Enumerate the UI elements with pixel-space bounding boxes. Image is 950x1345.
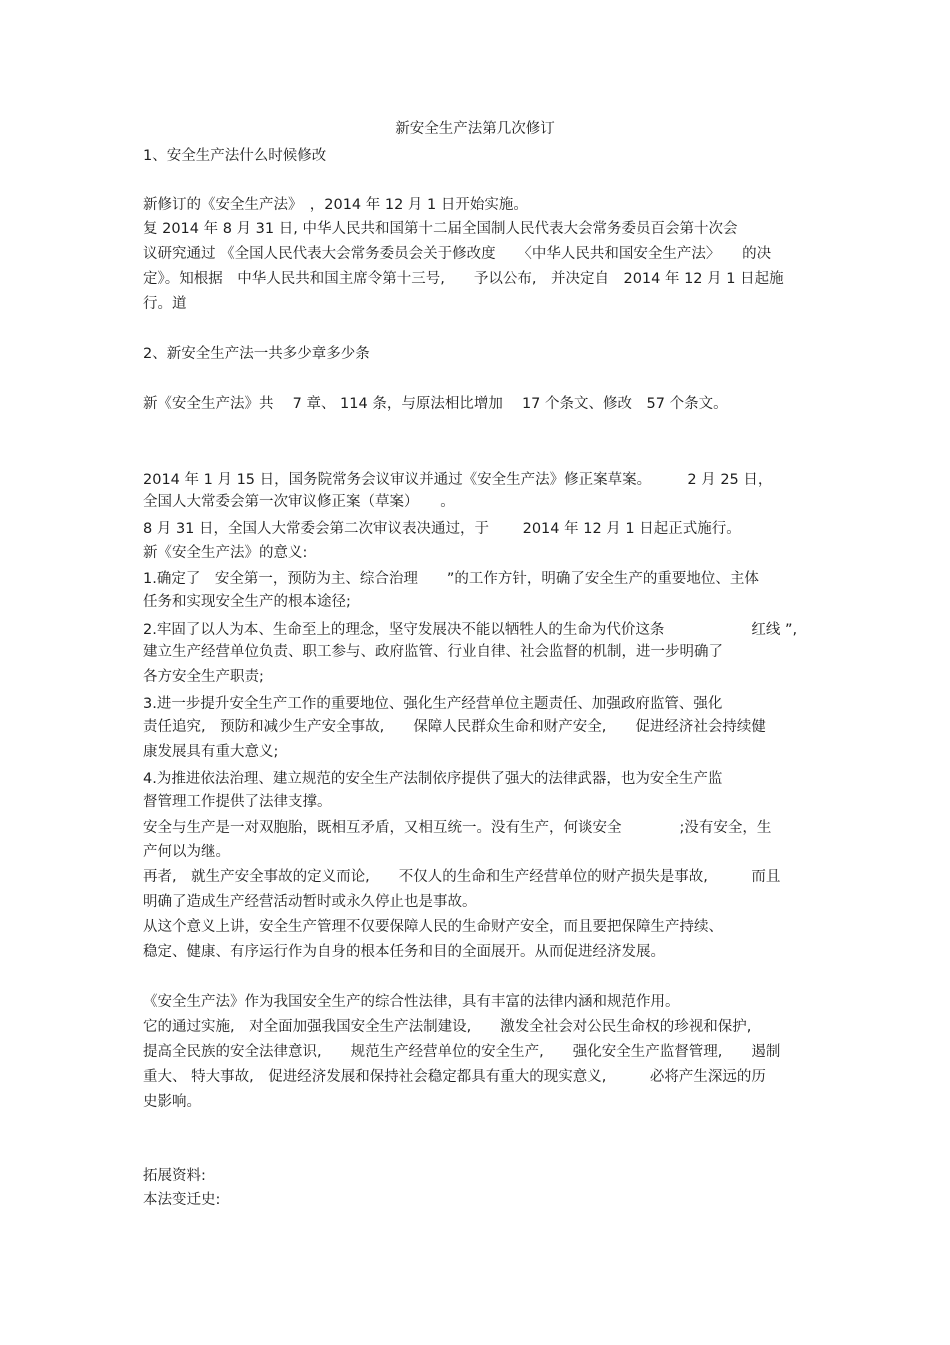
paragraph-line: 责任追究, 预防和减少生产安全事故, 保障人民群众生命和财产安全, 促进经济社会持续健 [143,719,766,735]
paragraph-line: 议研究通过 《全国人民代表大会常务委员会关于修改度 〈中华人民共和国安全生产法〉 的决 [143,246,772,262]
list-item: 1.确定了 安全第一，预防为主、综合治理 ”的工作方针，明确了安全生产的重要地位、主体 [143,571,759,587]
paragraph-line: 它的通过实施, 对全面加强我国安全生产法制建设, 激发全社会对公民生命权的珍视和保护, [143,1019,752,1035]
document-title: 新安全生产法第几次修订 [395,121,555,137]
paragraph-line: 督管理工作提供了法律支撑。 [143,794,332,810]
section-heading: 1、安全生产法什么时候修改 [143,148,327,164]
section-heading: 本法变迁史: [143,1192,221,1208]
paragraph-line: 8 月 31 日，全国人大常委会第二次审议表决通过，于 2014 年 12 月 1 日起正式施行。 [143,521,741,537]
paragraph-line: 重大、 特大事故, 促进经济发展和保持社会稳定都具有重大的现实意义, 必将产生深远的历 [143,1069,766,1085]
paragraph-line: 全国人大常委会第一次审议修正案（草案） 。 [143,494,455,510]
paragraph-line: 安全与生产是一对双胞胎，既相互矛盾，又相互统一。没有生产，何谈安全 ;没有安全，生 [143,820,772,836]
list-item: 2.牢固了以人为本、生命至上的理念，坚守发展决不能以牺牲人的生命为代价这条 红线 ”, [143,622,798,638]
paragraph-line: 新《安全生产法》的意义: [143,545,308,561]
paragraph-line: 新修订的《安全生产法》 ，2014 年 12 月 1 日开始实施。 [143,197,528,213]
paragraph-line: 产何以为继。 [143,844,230,860]
paragraph-line: 建立生产经营单位负责、职工参与、政府监管、行业自律、社会监督的机制，进一步明确了 [143,644,723,660]
paragraph-line: 明确了造成生产经营活动暂时或永久停止也是事故。 [143,894,477,910]
paragraph-line: 复 2014 年 8 月 31 日, 中华人民共和国第十二届全国制人民代表大会常务委员百会第十次会 [143,221,738,237]
paragraph-line: 提高全民族的安全法律意识, 规范生产经营单位的安全生产, 强化安全生产监督管理, 遏制 [143,1044,781,1060]
section-heading: 拓展资料: [143,1168,206,1184]
paragraph-line: 行。道 [143,296,187,312]
paragraph-line: 康发展具有重大意义; [143,744,279,760]
paragraph-line: 再者, 就生产安全事故的定义而论, 不仅人的生命和生产经营单位的财产损失是事故, 而且 [143,869,781,885]
list-item: 3.进一步提升安全生产工作的重要地位、强化生产经营单位主题责任、加强政府监管、强化 [143,696,723,712]
paragraph-line: 史影响。 [143,1094,201,1110]
paragraph-line: 任务和实现安全生产的根本途径; [143,594,351,610]
paragraph-line: 新《安全生产法》共 7 章、 114 条，与原法相比增加 17 个条文、修改 57 个条文。 [143,396,728,412]
paragraph-line: 稳定、健康、有序运行作为自身的根本任务和目的全面展开。从而促进经济发展。 [143,944,665,960]
paragraph-line: 从这个意义上讲，安全生产管理不仅要保障人民的生命财产安全，而且要把保障生产持续、 [143,919,723,935]
section-heading: 2、新安全生产法一共多少章多少条 [143,346,370,362]
paragraph-line: 《安全生产法》作为我国安全生产的综合性法律，具有丰富的法律内涵和规范作用。 [143,994,680,1010]
paragraph-line: 定》。知根据 中华人民共和国主席令第十三号, 予以公布, 并决定自 2014 年 12 月 1 日起施 [143,271,784,287]
list-item: 4.为推进依法治理、建立规范的安全生产法制依序提供了强大的法律武器，也为安全生产监 [143,771,723,787]
paragraph-line: 各方安全生产职责; [143,669,264,685]
paragraph-line: 2014 年 1 月 15 日，国务院常务会议审议并通过《安全生产法》修正案草案。 2 月 25 日， [143,472,773,488]
